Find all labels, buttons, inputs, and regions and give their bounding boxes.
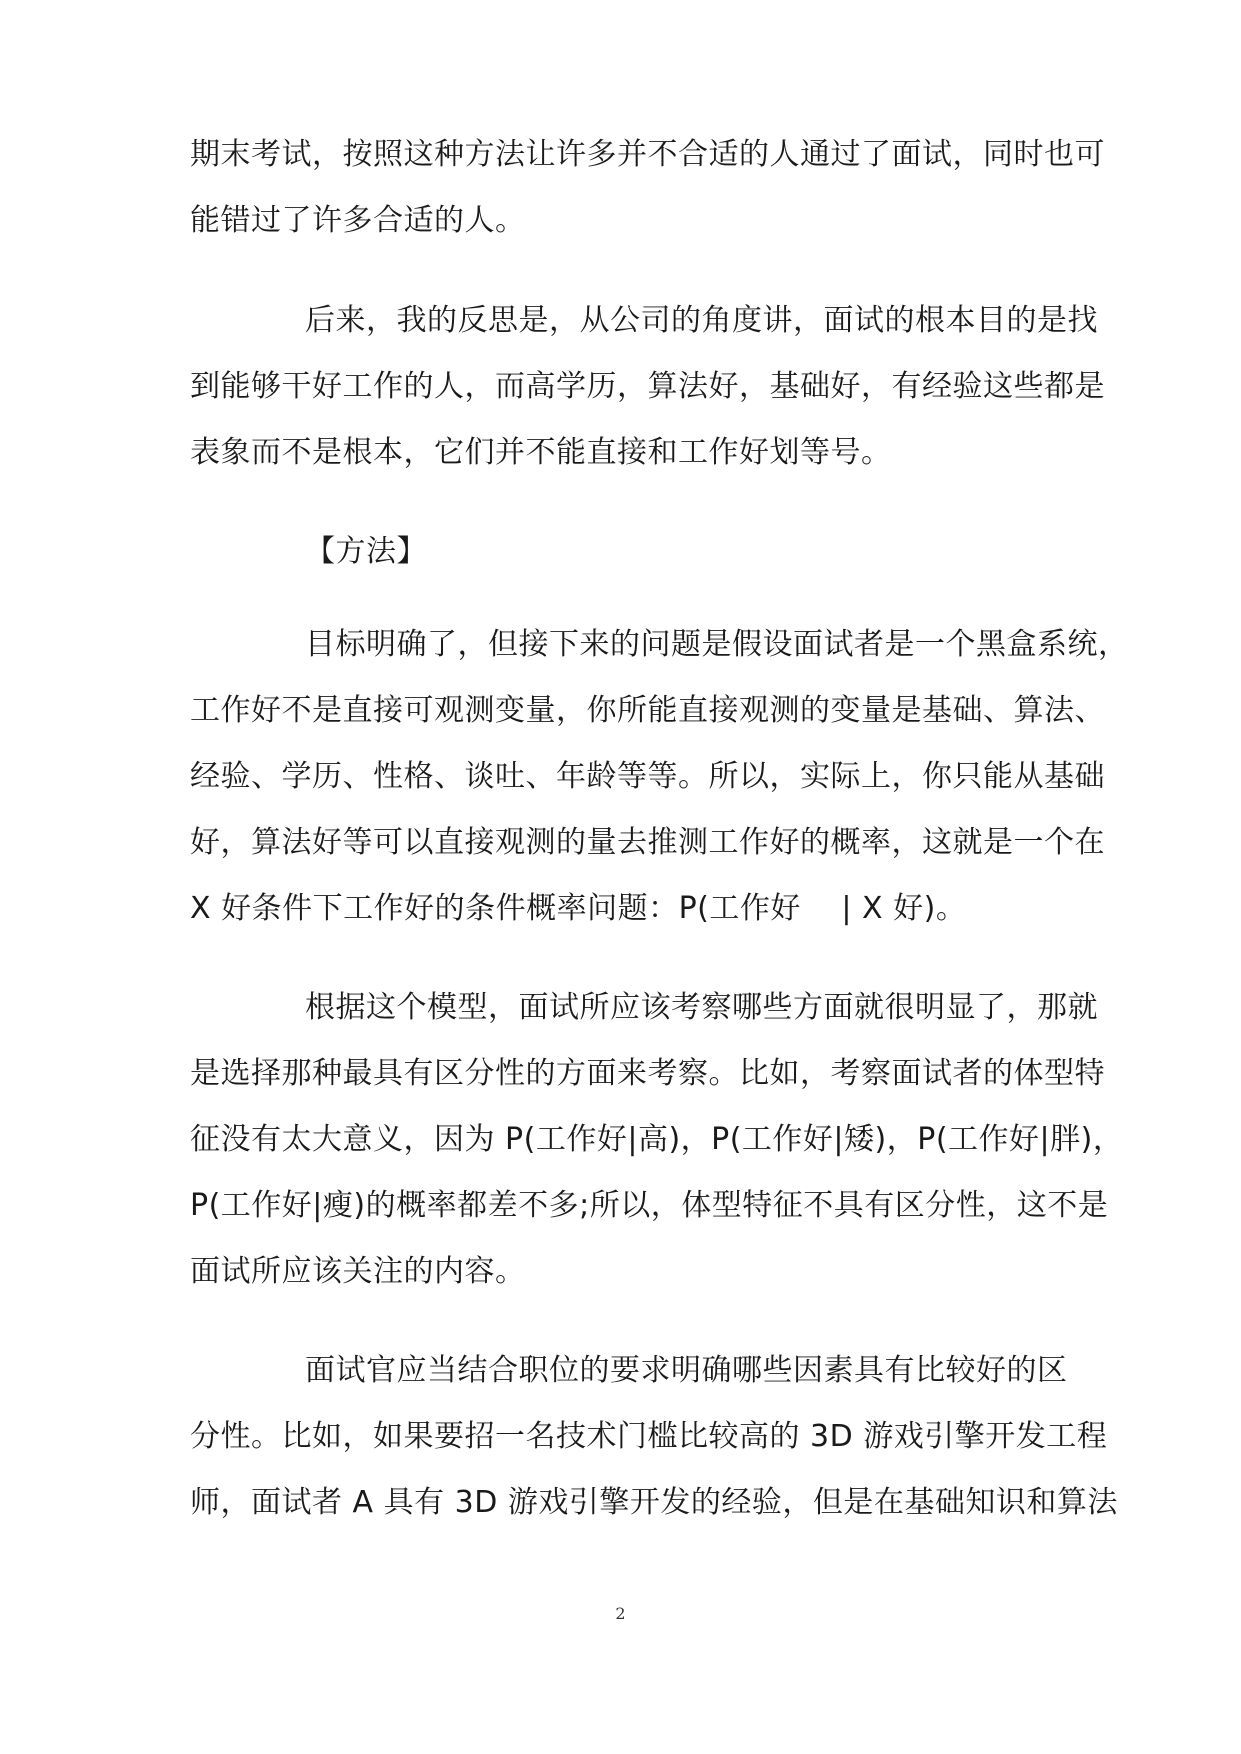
text-line: 能错过了许多合适的人。 xyxy=(190,203,526,238)
section-heading: 【方法】 xyxy=(305,534,427,569)
text-line: 工作好不是直接可观测变量，你所能直接观测的变量是基础、算法、 xyxy=(190,693,1105,728)
text-line: 征没有太大意义，因为 P(工作好|高)，P(工作好|矮)，P(工作好|胖)， xyxy=(190,1122,1124,1157)
text-line: 面试所应该关注的内容。 xyxy=(190,1254,526,1289)
paragraph-first-line: 面试官应当结合职位的要求明确哪些因素具有比较好的区 xyxy=(305,1353,1068,1388)
text-line: 分性。比如，如果要招一名技术门槛比较高的 3D 游戏引擎开发工程 xyxy=(190,1419,1108,1454)
text-line: 好，算法好等可以直接观测的量去推测工作好的概率，这就是一个在 xyxy=(190,825,1105,860)
paragraph-first-line: 根据这个模型，面试所应该考察哪些方面就很明显了，那就 xyxy=(305,990,1098,1025)
text-line: 经验、学历、性格、谈吐、年龄等等。所以，实际上，你只能从基础 xyxy=(190,759,1105,794)
paragraph-first-line: 后来，我的反思是，从公司的角度讲，面试的根本目的是找 xyxy=(305,303,1098,338)
text-line: 期末考试，按照这种方法让许多并不合适的人通过了面试，同时也可 xyxy=(190,137,1105,172)
text-line: 师，面试者 A 具有 3D 游戏引擎开发的经验，但是在基础知识和算法 xyxy=(190,1485,1118,1520)
text-line: X 好条件下工作好的条件概率问题：P(工作好 | X 好)。 xyxy=(190,891,967,926)
text-line: 是选择那种最具有区分性的方面来考察。比如，考察面试者的体型特 xyxy=(190,1056,1105,1091)
text-line: 表象而不是根本，它们并不能直接和工作好划等号。 xyxy=(190,435,892,470)
paragraph-first-line: 目标明确了，但接下来的问题是假设面试者是一个黑盒系统， xyxy=(305,627,1129,662)
page-number: 2 xyxy=(615,1604,626,1623)
text-line: P(工作好|瘦)的概率都差不多;所以，体型特征不具有区分性，这不是 xyxy=(190,1188,1109,1223)
text-line: 到能够干好工作的人，而高学历，算法好，基础好，有经验这些都是 xyxy=(190,369,1105,404)
